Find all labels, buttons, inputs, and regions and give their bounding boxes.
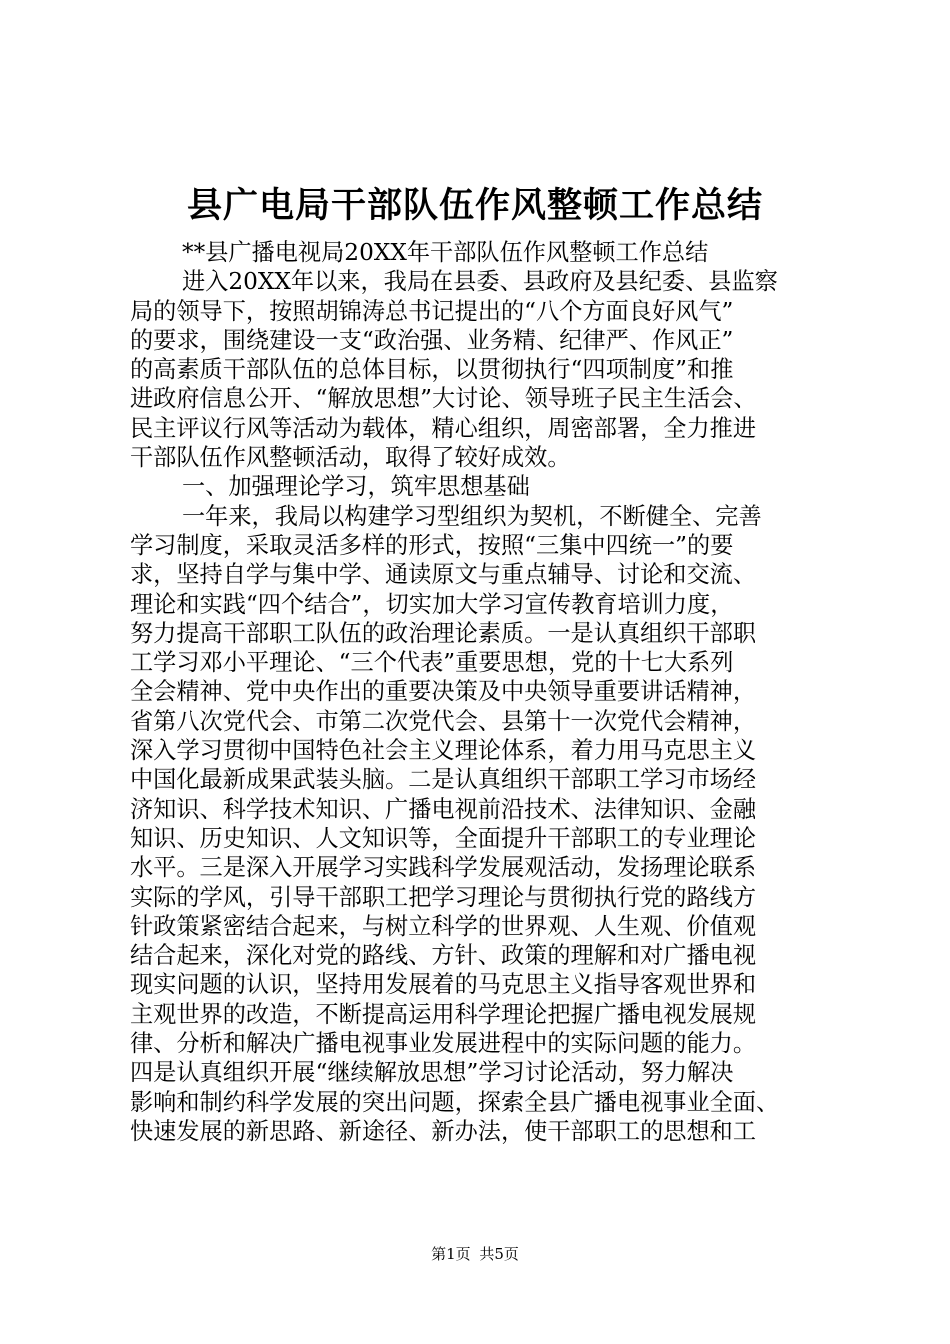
text-line: 学习制度，采取灵活多样的形式，按照“三集中四统一”的要 — [130, 531, 734, 559]
text-line: 的高素质干部队伍的总体目标，以贯彻执行“四项制度”和推 — [130, 356, 734, 384]
page-number: 第1页 — [431, 1245, 471, 1263]
text-line: 影响和制约科学发展的突出问题，探索全县广播电视事业全面、 — [130, 1088, 780, 1116]
text-line: 理论和实践“四个结合”，切实加大学习宣传教育培训力度， — [130, 590, 734, 618]
text-line: 求，坚持自学与集中学、通读原文与重点辅导、讨论和交流、 — [130, 561, 757, 589]
document-title: 县广电局干部队伍作风整顿工作总结 — [186, 185, 763, 226]
text-line: 的要求，围绕建设一支“政治强、业务精、纪律严、作风正” — [130, 326, 734, 354]
text-line: 省第八次党代会、市第二次党代会、县第十一次党代会精神， — [130, 707, 757, 735]
text-line: 知识、历史知识、人文知识等，全面提升干部职工的专业理论 — [130, 824, 757, 852]
text-line: 针政策紧密结合起来，与树立科学的世界观、人生观、价值观 — [130, 912, 757, 940]
text-line: 四是认真组织开展“继续解放思想”学习讨论活动，努力解决 — [130, 1059, 734, 1087]
text-line: 结合起来，深化对党的路线、方针、政策的理解和对广播电视 — [130, 942, 757, 970]
text-line: 工学习邓小平理论、“三个代表”重要思想，党的十七大系列 — [130, 649, 734, 677]
text-line: 中国化最新成果武装头脑。二是认真组织干部职工学习市场经 — [130, 766, 757, 794]
text-line: 深入学习贯彻中国特色社会主义理论体系，着力用马克思主义 — [130, 737, 757, 765]
text-line: 局的领导下，按照胡锦涛总书记提出的“八个方面良好风气” — [130, 297, 734, 325]
text-line: 一、加强理论学习，筑牢思想基础 — [182, 473, 530, 501]
document-body — [130, 238, 830, 1146]
text-line: 快速发展的新思路、新途径、新办法，使干部职工的思想和工 — [130, 1117, 757, 1145]
text-line: 进入20XX年以来，我局在县委、县政府及县纪委、县监察 — [182, 268, 778, 296]
text-line: 全会精神、党中央作出的重要决策及中央领导重要讲话精神， — [130, 678, 757, 706]
text-line: 努力提高干部职工队伍的政治理论素质。一是认真组织干部职 — [130, 619, 757, 647]
text-line: 济知识、科学技术知识、广播电视前沿技术、法律知识、金融 — [130, 795, 757, 823]
text-line: **县广播电视局20XX年干部队伍作风整顿工作总结 — [182, 239, 709, 266]
text-line: 一年来，我局以构建学习型组织为契机，不断健全、完善 — [182, 502, 762, 530]
text-line: 干部队伍作风整顿活动，取得了较好成效。 — [130, 444, 571, 472]
page-total: 共5页 — [479, 1245, 519, 1263]
text-line: 现实问题的认识，坚持用发展着的马克思主义指导客观世界和 — [130, 971, 757, 999]
text-line: 律、分析和解决广播电视事业发展进程中的实际问题的能力。 — [130, 1030, 757, 1058]
page-footer — [0, 1244, 950, 1264]
text-line: 进政府信息公开、“解放思想”大讨论、领导班子民主生活会、 — [130, 385, 757, 413]
text-line: 实际的学风，引导干部职工把学习理论与贯彻执行党的路线方 — [130, 883, 757, 911]
text-line: 主观世界的改造，不断提高运用科学理论把握广播电视发展规 — [130, 1000, 757, 1028]
text-line: 民主评议行风等活动为载体，精心组织，周密部署，全力推进 — [130, 414, 757, 442]
text-line: 水平。三是深入开展学习实践科学发展观活动，发扬理论联系 — [130, 854, 757, 882]
